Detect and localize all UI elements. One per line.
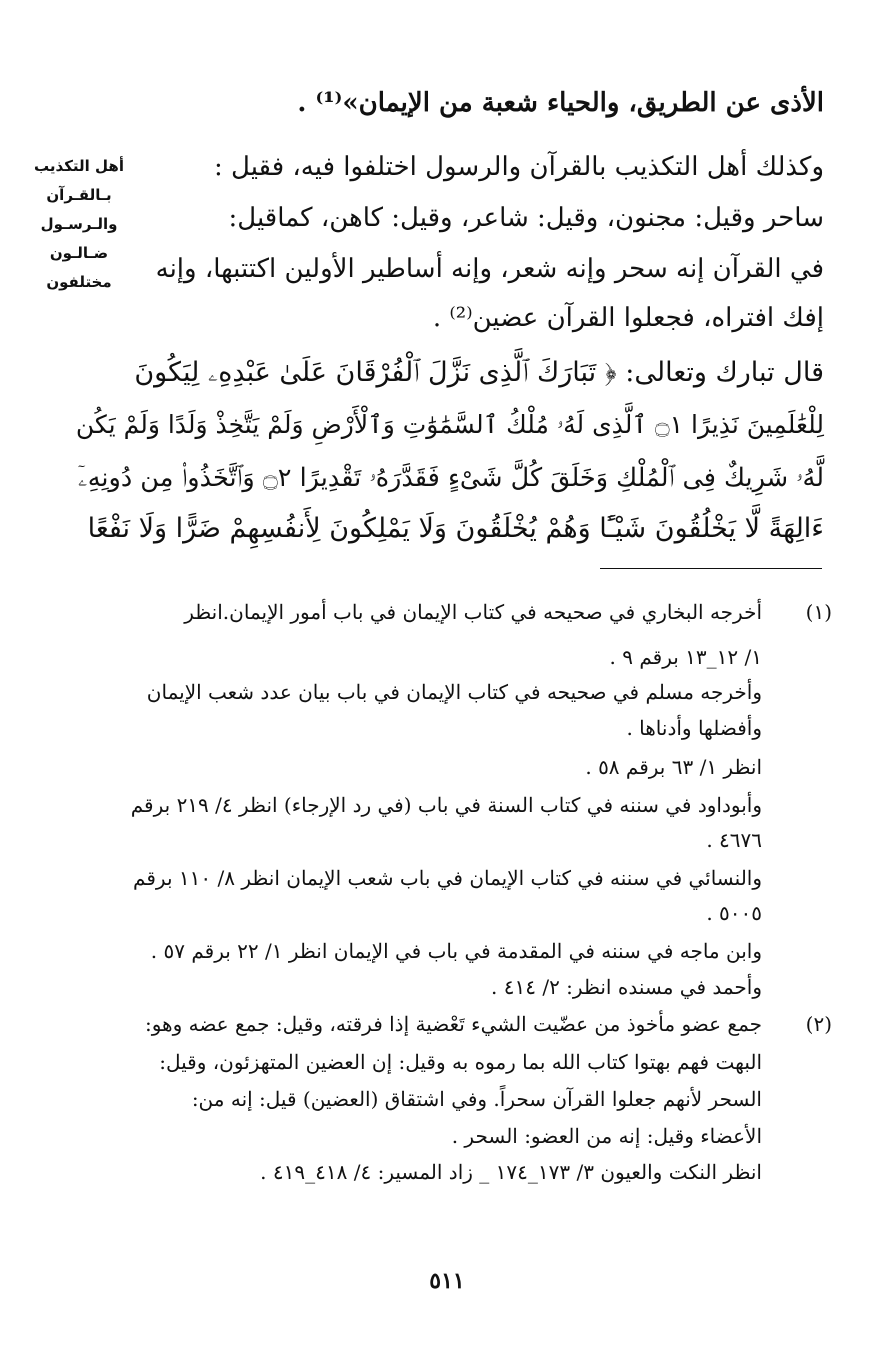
main-line-2: وكذلك أهل التكذيب بالقرآن والرسول اختلفوا فيه، فقيل :: [213, 152, 824, 182]
footnote-1-line: ٤٦٧٦ .: [706, 828, 762, 852]
margin-note-line: ضـالـون: [49, 244, 109, 262]
margin-note-line: بـالقـرآن: [46, 186, 112, 204]
main-line-5: إفك افتراه، فجعلوا القرآن عضين⁽²⁾ .: [432, 303, 824, 333]
footnote-1-line: وابن ماجه في سننه في المقدمة في باب في الإيمان انظر ١/ ٢٢ برقم ٥٧ .: [150, 939, 762, 963]
footnote-1-line: ١/ ١٢_١٣ برقم ٩ .: [609, 645, 762, 669]
margin-note: [20, 152, 138, 297]
main-line-3: ساحر وقيل: مجنون، وقيل: شاعر، وقيل: كاهن، كماقيل:: [228, 203, 824, 233]
quran-line-2: لِلْعَٰلَمِينَ نَذِيرًا ۝١ ٱلَّذِى لَهُۥ مُلْكُ ٱلسَّمَٰوَٰتِ وَٱلْأَرْضِ وَلَمْ يَتَّخِذْ وَلَدًا وَلَمْ يَكُن: [75, 410, 824, 439]
footnote-2-line: انظر النكت والعيون ٣/ ١٧٣_١٧٤ _ زاد المسير: ٤/ ٤١٨_٤١٩ .: [260, 1160, 762, 1184]
footnote-1-line: انظر ١/ ٦٣ برقم ٥٨ .: [585, 755, 762, 779]
footnote-2-marker: (٢): [805, 1012, 832, 1036]
quran-line-4: ءَالِهَةً لَّا يَخْلُقُونَ شَيْـًٔا وَهُمْ يُخْلَقُونَ وَلَا يَمْلِكُونَ لِأَنفُسِهِمْ ضَرًّا وَلَا نَفْعًا: [87, 513, 824, 544]
page-number: ٥١١: [429, 1268, 465, 1294]
margin-note-line: والـرسـول: [40, 215, 118, 233]
main-line-4: في القرآن إنه سحر وإنه شعر، وإنه أساطير الأولين اكتتبها، وإنه: [155, 254, 824, 284]
footnote-1-line: أخرجه البخاري في صحيحه في كتاب الإيمان في باب أمور الإيمان.انظر: [184, 600, 762, 624]
footnote-2-line: الأعضاء وقيل: إنه من العضو: السحر .: [451, 1124, 762, 1148]
main-line-1: الأذى عن الطريق، والحياء شعبة من الإيمان»⁽¹⁾ .: [297, 88, 824, 118]
footnote-1-marker: (١): [805, 600, 832, 624]
footnote-1-line: ٥٠٠٥ .: [706, 901, 762, 925]
footnote-1-line: وأحمد في مسنده انظر: ٢/ ٤١٤ .: [491, 975, 762, 999]
footnote-2-line: السحر لأنهم جعلوا القرآن سحراً. وفي اشتقاق (العضين) قيل: إنه من:: [191, 1087, 762, 1111]
margin-note-line: أهل التكذيب: [34, 157, 124, 175]
footnote-2-line: جمع عضو مأخوذ من عضّيت الشيء تَعْضية إذا فرقته، وقيل: جمع عضه وهو:: [144, 1012, 762, 1036]
footnote-divider: [600, 568, 822, 569]
footnote-2-line: البهت فهم بهتوا كتاب الله بما رموه به وقيل: إن العضين المتهزئون، وقيل:: [159, 1050, 762, 1074]
footnote-1-line: وأفضلها وأدناها .: [626, 716, 762, 740]
footnote-1-line: وأبوداود في سننه في كتاب السنة في باب (في رد الإرجاء) انظر ٤/ ٢١٩ برقم: [130, 793, 762, 817]
quran-line-3: لَّهُۥ شَرِيكٌ فِى ٱلْمُلْكِ وَخَلَقَ كُلَّ شَىْءٍ فَقَدَّرَهُۥ تَقْدِيرًا ۝٢ وَٱتَّخَذُوا۟ مِن دُونِهِۦٓ: [78, 463, 824, 493]
footnote-1-line: والنسائي في سننه في كتاب الإيمان في باب شعب الإيمان انظر ٨/ ١١٠ برقم: [133, 866, 762, 890]
footnote-1-line: وأخرجه مسلم في صحيحه في كتاب الإيمان في باب بيان عدد شعب الإيمان: [146, 680, 762, 704]
margin-note-line: مختلفون: [46, 273, 112, 291]
quran-line-1: قال تبارك وتعالى: ﴿ تَبَارَكَ ٱلَّذِى نَزَّلَ ٱلْفُرْقَانَ عَلَىٰ عَبْدِهِۦ لِيَكُونَ: [134, 357, 824, 388]
